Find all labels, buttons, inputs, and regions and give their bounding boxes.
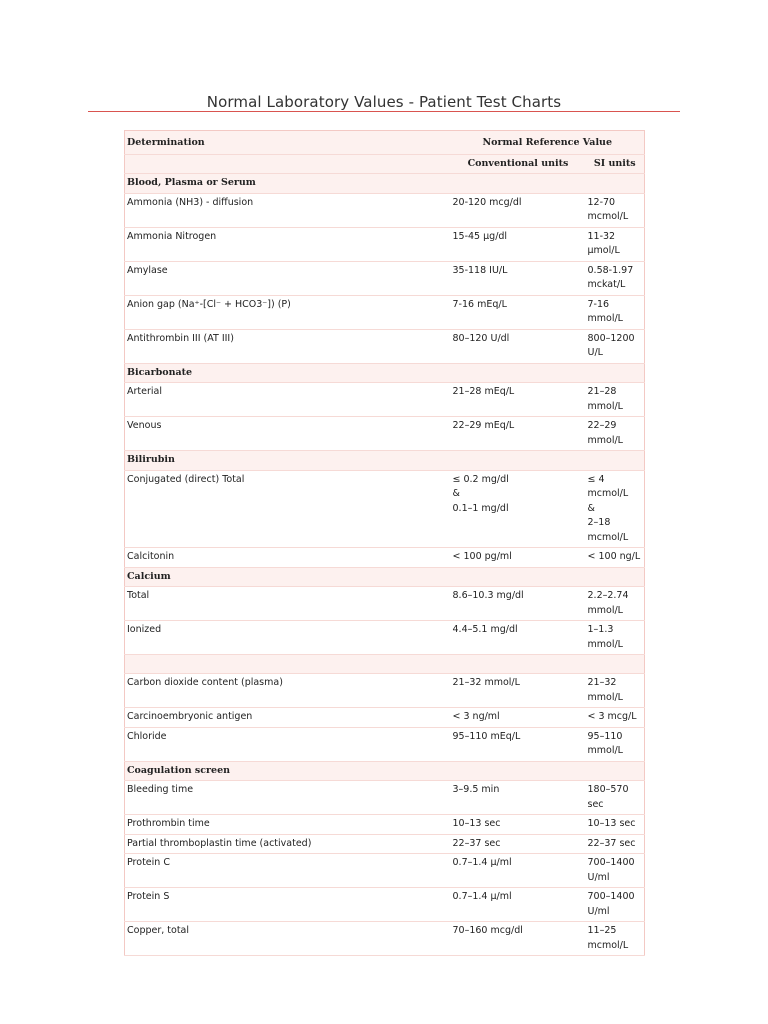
si-value-line: mcmol/L (587, 488, 629, 499)
section-header-row (125, 567, 645, 587)
determination-cell: Chloride (125, 727, 451, 761)
conventional-value-cell (451, 708, 586, 728)
si-value-line: 700–1400 (587, 891, 635, 902)
si-value-line: mmol/L (587, 604, 623, 616)
conventional-value-cell (451, 834, 586, 854)
conventional-value-cell (451, 781, 586, 815)
si-value-line: 0.58-1.97 (587, 264, 634, 276)
table-row (125, 295, 645, 329)
table-row (125, 708, 645, 728)
conventional-value-cell (451, 727, 586, 761)
si-value-line: < 3 mcg/L (587, 711, 637, 722)
section-header-label: Coagulation screen (125, 761, 645, 781)
si-value-line: µmol/L (587, 245, 620, 256)
conventional-value-cell (451, 329, 586, 363)
conventional-value-cell (451, 417, 586, 451)
table-row (125, 383, 645, 417)
table-body (125, 174, 645, 956)
table-row (125, 854, 645, 888)
determination-cell: Carcinoembryonic antigen (125, 708, 451, 728)
header-normal-reference: Normal Reference Value (451, 131, 645, 155)
si-value-cell (586, 854, 645, 888)
determination-cell: Carbon dioxide content (plasma) (125, 674, 451, 708)
conventional-value-line: 21–32 mmol/L (452, 677, 520, 688)
conventional-value-cell (451, 470, 586, 548)
determination-cell: Prothrombin time (125, 815, 451, 835)
conventional-value-line: 0.7–1.4 µ/ml (452, 891, 512, 902)
conventional-value-cell (451, 621, 586, 655)
table-row (125, 781, 645, 815)
determination-cell: Amylase (125, 261, 451, 295)
si-value-line: 21–28 (587, 386, 617, 397)
conventional-value-line: 22–37 sec (452, 837, 501, 849)
table-row (125, 417, 645, 451)
conventional-value-line: ≤ 0.2 mg/dl (452, 473, 509, 485)
determination-cell: Venous (125, 417, 451, 451)
si-value-cell (586, 261, 645, 295)
si-value-line: 22–29 (587, 420, 617, 431)
header-empty-cell (125, 154, 451, 174)
determination-cell: Partial thromboplastin time (activated) (125, 834, 451, 854)
conventional-value-line: 4.4–5.1 mg/dl (452, 624, 518, 635)
section-header-row (125, 363, 645, 383)
si-value-line: 22–37 sec (587, 837, 636, 849)
header-si-units: SI units (586, 154, 645, 174)
conventional-value-cell (451, 888, 586, 922)
si-value-line: 11-32 (587, 230, 616, 242)
si-value-line: 10–13 sec (587, 818, 636, 829)
table-row (125, 727, 645, 761)
si-value-line: U/L (587, 347, 603, 358)
table-row (125, 470, 645, 548)
si-value-line: ≤ 4 (587, 473, 605, 485)
section-header-row (125, 174, 645, 194)
determination-cell: Protein C (125, 854, 451, 888)
si-value-line: 12-70 (587, 196, 616, 208)
si-value-line: 2–18 (587, 517, 611, 528)
si-value-cell (586, 922, 645, 956)
header-determination: Determination (125, 131, 451, 155)
conventional-value-cell (451, 193, 586, 227)
si-value-cell (586, 587, 645, 621)
determination-cell: Anion gap (Na⁺-[Cl⁻ + HCO3⁻]) (P) (125, 295, 451, 329)
section-header-row (125, 761, 645, 781)
title-underline (88, 111, 680, 112)
si-value-cell (586, 727, 645, 761)
si-value-line: 800–1200 (587, 332, 635, 344)
conventional-value-line: 7-16 mEq/L (452, 298, 507, 310)
si-value-cell (586, 295, 645, 329)
table-row (125, 922, 645, 956)
si-value-line: mmol/L (587, 691, 623, 703)
conventional-value-line: 20-120 mcg/dl (452, 196, 522, 208)
si-value-cell (586, 834, 645, 854)
conventional-value-line: 3–9.5 min (452, 784, 500, 795)
determination-cell: Ammonia (NH3) - diffusion (125, 193, 451, 227)
page-title: Normal Laboratory Values - Patient Test Charts (206, 93, 562, 111)
header-row-units (125, 154, 645, 174)
si-value-line: 180–570 sec (587, 784, 629, 810)
table-row (125, 227, 645, 261)
si-value-line: 11–25 (587, 925, 617, 936)
conventional-value-cell (451, 227, 586, 261)
si-value-cell (586, 329, 645, 363)
si-value-cell (586, 781, 645, 815)
blank-separator-row (125, 655, 645, 674)
section-header-label: Blood, Plasma or Serum (125, 174, 645, 194)
si-value-line: 95–110 (587, 730, 623, 742)
si-value-line: 1–1.3 (587, 624, 614, 635)
conventional-value-line: 0.1–1 mg/dl (452, 502, 509, 514)
determination-cell: Calcitonin (125, 548, 451, 568)
table-row (125, 834, 645, 854)
conventional-value-cell (451, 815, 586, 835)
table-row (125, 888, 645, 922)
section-header-label: Bicarbonate (125, 363, 645, 383)
si-value-cell (586, 888, 645, 922)
conventional-value-line: < 100 pg/ml (452, 551, 512, 562)
conventional-value-line: 8.6–10.3 mg/dl (452, 590, 524, 601)
conventional-value-cell (451, 295, 586, 329)
conventional-value-cell (451, 674, 586, 708)
si-value-line: 21–32 (587, 677, 617, 688)
table-row (125, 548, 645, 568)
si-value-cell (586, 417, 645, 451)
conventional-value-line: 95–110 mEq/L (452, 730, 521, 742)
si-value-line: 2.2–2.74 (587, 590, 629, 601)
conventional-value-line: 15-45 µg/dl (452, 230, 508, 242)
si-value-cell (586, 193, 645, 227)
si-value-cell (586, 383, 645, 417)
conventional-value-line: 22–29 mEq/L (452, 420, 515, 431)
si-value-line: U/ml (587, 905, 610, 917)
determination-cell: Antithrombin III (AT III) (125, 329, 451, 363)
si-value-line: mmol/L (587, 400, 623, 412)
si-value-line: mmol/L (587, 745, 623, 756)
determination-cell: Ammonia Nitrogen (125, 227, 451, 261)
si-value-line: & (587, 502, 595, 514)
table-row (125, 587, 645, 621)
conventional-value-line: < 3 ng/ml (452, 711, 500, 722)
determination-cell: Copper, total (125, 922, 451, 956)
table-row (125, 261, 645, 295)
conventional-value-line: 70–160 mcg/dl (452, 925, 523, 936)
determination-cell: Arterial (125, 383, 451, 417)
section-header-label: Calcium (125, 567, 645, 587)
header-row-top (125, 131, 645, 155)
header-conventional-units: Conventional units (451, 154, 586, 174)
si-value-cell (586, 470, 645, 548)
table-row (125, 621, 645, 655)
si-value-line: < 100 ng/L (587, 551, 641, 562)
determination-cell: Conjugated (direct) Total (125, 470, 451, 548)
conventional-value-line: 10–13 sec (452, 818, 501, 829)
si-value-cell (586, 708, 645, 728)
conventional-value-line: 80–120 U/dl (452, 332, 510, 344)
si-value-line: U/ml (587, 871, 610, 883)
conventional-value-cell (451, 548, 586, 568)
conventional-value-cell (451, 922, 586, 956)
conventional-value-cell (451, 261, 586, 295)
si-value-line: mcmol/L (587, 211, 629, 222)
section-header-row (125, 451, 645, 471)
conventional-value-cell (451, 854, 586, 888)
determination-cell: Bleeding time (125, 781, 451, 815)
section-header-label: Bilirubin (125, 451, 645, 471)
si-value-line: 700–1400 (587, 857, 635, 868)
si-value-line: mckat/L (587, 279, 626, 290)
conventional-value-cell (451, 383, 586, 417)
si-value-cell (586, 621, 645, 655)
table-row (125, 329, 645, 363)
si-value-line: mmol/L (587, 638, 623, 650)
si-value-cell (586, 548, 645, 568)
si-value-line: mcmol/L (587, 531, 629, 543)
table-row (125, 193, 645, 227)
determination-cell: Total (125, 587, 451, 621)
conventional-value-cell (451, 587, 586, 621)
conventional-value-line: 35-118 IU/L (452, 264, 508, 276)
determination-cell: Protein S (125, 888, 451, 922)
si-value-line: mmol/L (587, 434, 623, 446)
lab-values-table (124, 130, 645, 956)
si-value-cell (586, 815, 645, 835)
conventional-value-line: 0.7–1.4 µ/ml (452, 857, 512, 868)
conventional-value-line: 21–28 mEq/L (452, 386, 515, 397)
blank-cell (125, 655, 645, 674)
si-value-cell (586, 227, 645, 261)
table-row (125, 674, 645, 708)
table-row (125, 815, 645, 835)
table-header (125, 131, 645, 174)
si-value-cell (586, 674, 645, 708)
si-value-line: mcmol/L (587, 939, 629, 951)
conventional-value-line: & (452, 488, 460, 499)
determination-cell: Ionized (125, 621, 451, 655)
si-value-line: 7-16 mmol/L (587, 298, 623, 324)
